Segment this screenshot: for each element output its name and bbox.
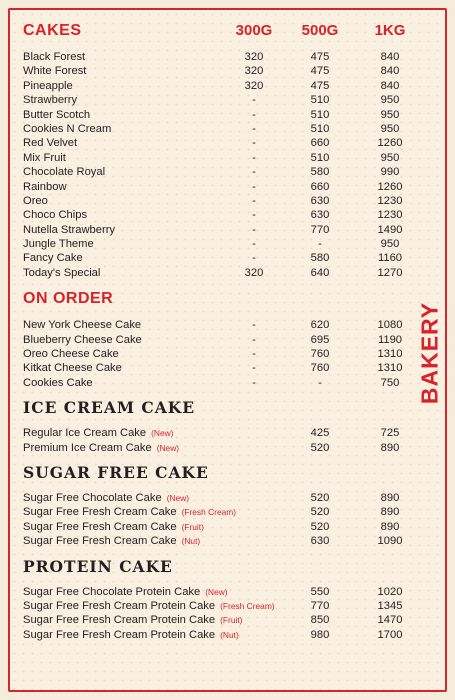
item-price: 890 <box>380 506 400 519</box>
item-name <box>23 93 77 107</box>
item-price: 1080 <box>377 319 403 332</box>
item-price: - <box>252 94 256 107</box>
item-price: 475 <box>310 79 330 92</box>
cakes-title: CAKES <box>23 22 82 39</box>
item-name-text: Kitkat Cheese Cake <box>23 362 122 375</box>
item-price: 550 <box>310 585 330 598</box>
item-name <box>23 237 94 251</box>
item-price: - <box>318 238 322 251</box>
bakery-side-label: BAKERY <box>416 301 443 405</box>
item-price: 950 <box>380 151 400 164</box>
item-price: 1090 <box>377 535 403 548</box>
menu-item-row <box>23 79 415 93</box>
item-name-text: Premium Ice Cream Cake <box>23 441 152 454</box>
item-name <box>23 180 67 194</box>
item-name <box>23 585 228 599</box>
item-name <box>23 108 90 122</box>
item-price: 510 <box>310 94 330 107</box>
item-price: 850 <box>310 614 330 627</box>
item-price: 760 <box>310 348 330 361</box>
item-tag: (Fresh Cream) <box>220 600 275 611</box>
menu-item-row <box>23 441 415 455</box>
protein-list <box>23 585 415 643</box>
item-price: 630 <box>310 209 330 222</box>
item-price: 770 <box>310 223 330 236</box>
item-name-text: White Forest <box>23 65 87 78</box>
item-name-text: Sugar Free Chocolate Cake <box>23 491 162 504</box>
item-name <box>23 491 189 505</box>
item-tag: (Fresh Cream) <box>181 507 237 518</box>
menu-item-row <box>23 426 415 440</box>
item-tag: (New) <box>156 442 180 453</box>
item-price: 1160 <box>377 252 403 265</box>
protein-title: PROTEIN CAKE <box>23 556 173 576</box>
item-tag: (Nut) <box>181 536 201 547</box>
item-name <box>23 194 48 208</box>
item-price: 950 <box>380 122 400 135</box>
item-price: 425 <box>310 427 330 440</box>
item-name-text: Sugar Free Fresh Cream Protein Cake <box>23 614 216 627</box>
item-price: 890 <box>380 441 400 454</box>
item-price: 890 <box>380 520 400 533</box>
item-tag: (Fruit) <box>181 521 204 532</box>
menu-item-row <box>23 534 415 548</box>
item-price: - <box>252 137 256 150</box>
item-name-text: Butter Scotch <box>23 108 91 121</box>
menu-item-row <box>23 180 415 194</box>
item-name-text: Regular Ice Cream Cake <box>23 427 147 440</box>
item-name-text: Red Velvet <box>23 137 78 150</box>
item-tag: (New) <box>205 586 228 597</box>
item-name <box>23 361 122 375</box>
item-price: 980 <box>310 628 330 641</box>
item-price: 1230 <box>377 209 403 222</box>
item-name <box>23 426 173 440</box>
col-500g: 500G <box>301 22 339 39</box>
item-price: 620 <box>310 319 330 332</box>
item-name <box>23 333 142 347</box>
item-name <box>23 318 141 332</box>
item-price: 840 <box>380 51 400 63</box>
cakes-header <box>23 22 415 42</box>
item-price: 1470 <box>377 614 403 627</box>
item-name <box>23 79 73 93</box>
item-name <box>23 505 236 519</box>
menu-item-row <box>23 318 415 332</box>
item-tag: (Nut) <box>220 629 239 640</box>
item-price: 320 <box>244 65 264 78</box>
item-price: 1270 <box>377 266 403 279</box>
menu-item-row <box>23 613 415 627</box>
item-price: - <box>252 348 256 361</box>
menu-item-row <box>23 194 415 208</box>
menu-content <box>23 22 415 642</box>
item-name <box>23 64 86 78</box>
item-name <box>23 347 119 361</box>
item-name-text: Strawberry <box>23 94 78 107</box>
item-price: 320 <box>244 79 264 92</box>
item-tag: (Fruit) <box>220 615 243 626</box>
menu-item-row <box>23 520 415 534</box>
item-price: 770 <box>310 599 330 612</box>
item-name-text: Oreo <box>23 194 48 207</box>
menu-item-row <box>23 333 415 347</box>
menu-item-row <box>23 50 415 64</box>
item-name-text: Sugar Free Fresh Cream Protein Cake <box>23 628 216 641</box>
item-price: 520 <box>310 520 330 533</box>
item-price: - <box>318 376 322 389</box>
item-price: 750 <box>380 376 400 389</box>
item-price: - <box>252 180 256 193</box>
item-name <box>23 376 93 390</box>
item-price: 1345 <box>377 599 403 612</box>
item-name <box>23 122 111 136</box>
on-order-list <box>23 318 415 390</box>
menu-item-row <box>23 108 415 122</box>
item-name <box>23 599 275 613</box>
menu-item-row <box>23 223 415 237</box>
menu-item-row <box>23 347 415 361</box>
item-name-text: Cookies N Cream <box>23 122 112 135</box>
item-name <box>23 534 200 548</box>
item-tag: (New) <box>166 492 190 503</box>
item-name <box>23 520 204 534</box>
item-price: 520 <box>310 491 330 504</box>
item-price: 990 <box>380 166 400 179</box>
item-price: 1020 <box>377 585 403 598</box>
item-price: - <box>252 238 256 251</box>
item-name-text: Cookies Cake <box>23 376 93 389</box>
item-name-text: Sugar Free Chocolate Protein Cake <box>23 585 201 598</box>
item-price: 950 <box>380 108 400 121</box>
item-price: - <box>252 151 256 164</box>
item-price: - <box>252 166 256 179</box>
menu-item-row <box>23 491 415 505</box>
item-price: 840 <box>380 65 400 78</box>
item-price: 320 <box>244 51 264 63</box>
item-name-text: Today's Special <box>23 266 101 279</box>
item-name <box>23 50 85 64</box>
item-price: - <box>252 252 256 265</box>
ice-cream-title: ICE CREAM CAKE <box>23 398 196 418</box>
menu-item-row <box>23 599 415 613</box>
item-price: 1260 <box>377 137 403 150</box>
item-name-text: Chocolate Royal <box>23 166 106 179</box>
item-name <box>23 165 105 179</box>
item-price: 580 <box>310 166 330 179</box>
menu-item-row <box>23 151 415 165</box>
item-price: 320 <box>244 266 264 279</box>
sugar-free-list <box>23 491 415 549</box>
menu-item-row <box>23 93 415 107</box>
item-price: 1230 <box>377 194 403 207</box>
item-price: 510 <box>310 122 330 135</box>
item-price: 725 <box>380 427 400 440</box>
item-name-text: Sugar Free Fresh Cream Cake <box>23 520 177 533</box>
menu-item-row <box>23 585 415 599</box>
item-name-text: Jungle Theme <box>23 238 94 251</box>
item-price: 630 <box>310 194 330 207</box>
item-price: - <box>252 319 256 332</box>
item-price: 510 <box>310 108 330 121</box>
item-name-text: Blueberry Cheese Cake <box>23 333 142 346</box>
item-price: 520 <box>310 441 330 454</box>
menu-item-row <box>23 361 415 375</box>
item-name-text: Choco Chips <box>23 209 88 222</box>
item-name <box>23 136 77 150</box>
item-price: 660 <box>310 180 330 193</box>
item-tag: (New) <box>151 428 174 439</box>
item-name <box>23 266 100 280</box>
item-name <box>23 223 115 237</box>
item-price: 890 <box>380 491 400 504</box>
menu-item-row <box>23 165 415 179</box>
menu-item-row <box>23 628 415 642</box>
item-price: - <box>252 223 256 236</box>
cakes-list <box>23 50 415 280</box>
item-price: 580 <box>310 252 330 265</box>
item-price: 660 <box>310 137 330 150</box>
menu-item-row <box>23 122 415 136</box>
col-1kg: 1KG <box>374 22 406 39</box>
item-name <box>23 628 239 642</box>
item-name-text: Sugar Free Fresh Cream Cake <box>23 535 177 548</box>
item-name-text: Pineapple <box>23 79 73 92</box>
menu-item-row <box>23 376 415 390</box>
item-name-text: New York Cheese Cake <box>23 319 142 332</box>
item-price: 950 <box>380 238 400 251</box>
item-name-text: Black Forest <box>23 51 86 63</box>
item-name <box>23 151 66 165</box>
on-order-title: ON ORDER <box>23 290 114 308</box>
item-price: 630 <box>310 535 330 548</box>
item-name-text: Oreo Cheese Cake <box>23 348 119 361</box>
item-name-text: Fancy Cake <box>23 252 83 265</box>
item-price: 1260 <box>377 180 403 193</box>
item-price: 695 <box>310 333 330 346</box>
ice-cream-list <box>23 426 415 455</box>
item-name-text: Nutella Strawberry <box>23 223 116 236</box>
item-price: - <box>252 362 256 375</box>
menu-item-row <box>23 208 415 222</box>
item-price: 840 <box>380 79 400 92</box>
item-price: 510 <box>310 151 330 164</box>
menu-item-row <box>23 266 415 280</box>
item-price: 1310 <box>377 362 403 375</box>
item-name-text: Mix Fruit <box>23 151 66 164</box>
item-name-text: Rainbow <box>23 180 67 193</box>
item-price: 640 <box>310 266 330 279</box>
menu-item-row <box>23 136 415 150</box>
item-name <box>23 441 179 455</box>
item-name-text: Sugar Free Fresh Cream Cake <box>23 506 177 519</box>
menu-item-row <box>23 251 415 265</box>
menu-item-row <box>23 237 415 251</box>
item-price: - <box>252 333 256 346</box>
item-price: 1700 <box>377 628 403 641</box>
item-price: 950 <box>380 94 400 107</box>
item-name <box>23 208 87 222</box>
item-price: 520 <box>310 506 330 519</box>
item-price: - <box>252 209 256 222</box>
item-name <box>23 613 242 627</box>
item-price: 1190 <box>377 333 403 346</box>
item-price: - <box>252 122 256 135</box>
item-price: - <box>252 108 256 121</box>
menu-item-row <box>23 64 415 78</box>
item-price: 475 <box>310 51 330 63</box>
item-price: - <box>252 194 256 207</box>
item-price: 475 <box>310 65 330 78</box>
item-price: 1310 <box>377 348 403 361</box>
sugar-free-title: SUGAR FREE CAKE <box>23 462 209 482</box>
menu-item-row <box>23 505 415 519</box>
item-price: - <box>252 376 256 389</box>
item-price: 1490 <box>377 223 403 236</box>
item-name-text: Sugar Free Fresh Cream Protein Cake <box>23 599 216 612</box>
col-300g: 300G <box>235 22 273 39</box>
item-name <box>23 251 83 265</box>
item-price: 760 <box>310 362 330 375</box>
